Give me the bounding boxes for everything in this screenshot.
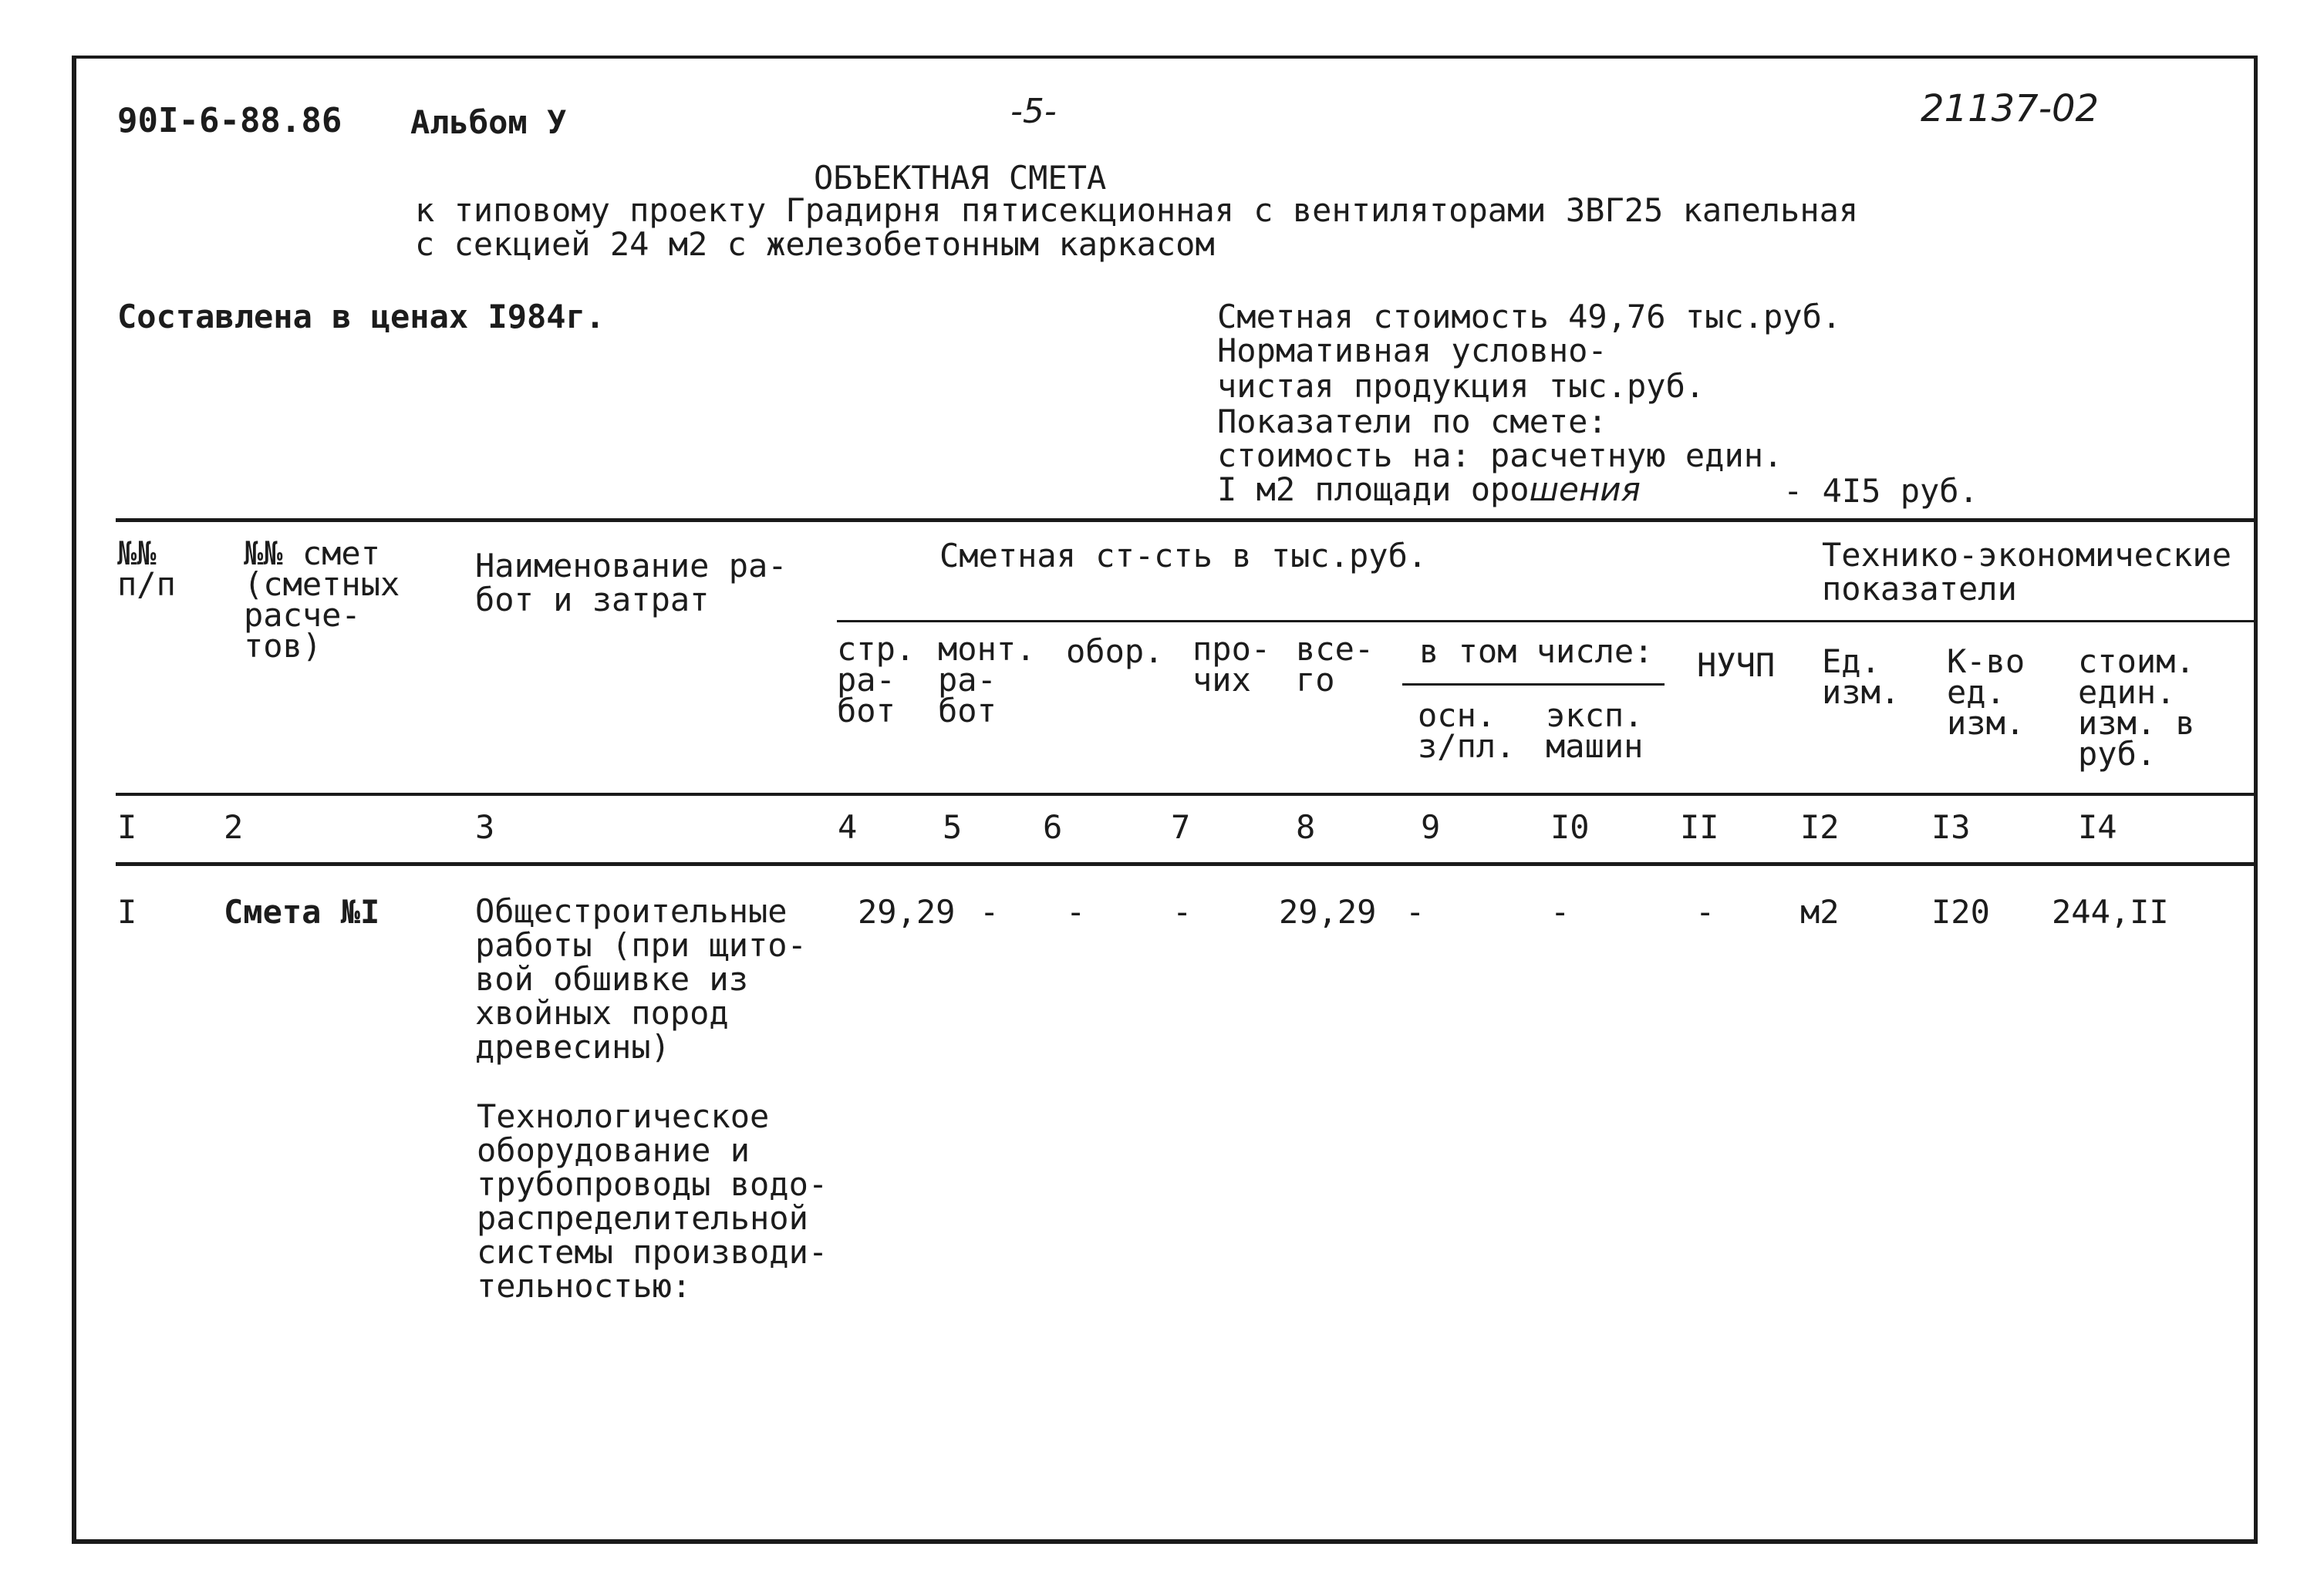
table-top-rule xyxy=(116,518,2258,522)
column-number: 9 xyxy=(1421,808,1441,846)
row-nuchp: - xyxy=(1695,893,1715,931)
row-num: I xyxy=(117,893,137,931)
summary-line-1: Сметная стоимость 49,76 тыс.руб. xyxy=(1217,298,1842,335)
continuation-text: Технологическое оборудование и трубопроводы водо- распределительной системы производи- тельностью: xyxy=(477,1097,828,1305)
row-machines: - xyxy=(1550,893,1570,931)
header-other: про- чих xyxy=(1192,630,1271,699)
title-line-1: к типовому проекту Градирня пятисекционная с вентиляторами ЗВГ25 капельная xyxy=(415,191,1859,229)
row-other: - xyxy=(1172,893,1192,931)
column-number: I3 xyxy=(1931,808,1971,846)
header-bottom-rule xyxy=(116,793,2258,796)
row-total: 29,29 xyxy=(1279,893,1377,931)
summary-area-label-hand: шения xyxy=(1529,470,1641,508)
column-number: 5 xyxy=(943,808,963,846)
row-equipment: - xyxy=(1066,893,1086,931)
column-number: I0 xyxy=(1550,808,1590,846)
page-frame xyxy=(72,56,2258,1544)
column-number: 8 xyxy=(1296,808,1316,846)
document-title: ОБЪЕКТНАЯ СМЕТА xyxy=(814,159,1107,197)
header-total: все- го xyxy=(1296,630,1374,699)
column-number: I2 xyxy=(1800,808,1840,846)
page-number: -5- xyxy=(1010,92,1057,131)
composed-prices: Составлена в ценах I984г. xyxy=(117,298,605,335)
title-line-2: с секцией 24 м2 с железобетонным каркасом xyxy=(415,225,1215,263)
row-unit-cost: 244,II xyxy=(2052,893,2169,931)
header-including: в том числе: xyxy=(1419,632,1654,670)
column-numbers-rule xyxy=(116,862,2258,866)
column-number: 2 xyxy=(224,808,244,846)
header-num: №№ п/п xyxy=(117,534,176,603)
row-estimate: Смета №I xyxy=(224,893,380,931)
summary-line-5: стоимость на: расчетную един. xyxy=(1217,436,1783,474)
column-number: 6 xyxy=(1043,808,1063,846)
doc-code: 90I-6-88.86 xyxy=(117,101,342,140)
summary-area-value: - 4I5 руб. xyxy=(1783,472,1978,510)
header-tech-group: Технико-экономические показатели xyxy=(1822,536,2232,608)
row-name: Общестроительные работы (при щито- вой обшивке из хвойных пород древесины) xyxy=(475,892,807,1066)
header-construction: стр. ра- бот xyxy=(837,630,916,730)
cost-group-rule xyxy=(837,620,2258,622)
stamp-number: 21137-02 xyxy=(1921,87,2100,130)
header-unit: Ед. изм. xyxy=(1822,642,1901,711)
header-machines: эксп. машин xyxy=(1546,696,1644,765)
header-quantity: К-во ед. изм. xyxy=(1947,642,2025,742)
header-unit-cost: стоим. един. изм. в руб. xyxy=(2078,642,2195,773)
header-wages: осн. з/пл. xyxy=(1418,696,1516,765)
summary-line-3: чистая продукция тыс.руб. xyxy=(1217,367,1705,405)
album-label: Альбом У xyxy=(410,103,567,141)
column-number: I4 xyxy=(2078,808,2117,846)
column-number: II xyxy=(1680,808,1719,846)
row-wages: - xyxy=(1405,893,1425,931)
summary-line-2: Нормативная условно- xyxy=(1217,332,1607,369)
header-estimates: №№ смет (сметных расче- тов) xyxy=(244,534,400,665)
summary-line-4: Показатели по смете: xyxy=(1217,403,1607,440)
column-number: I xyxy=(117,808,137,846)
row-assembly: - xyxy=(980,893,1000,931)
summary-area-label: I м2 площади оро xyxy=(1217,470,1530,508)
row-quantity: I20 xyxy=(1931,893,1990,931)
header-name: Наименование ра- бот и затрат xyxy=(475,547,788,618)
column-number: 4 xyxy=(838,808,858,846)
row-construction: 29,29 xyxy=(858,893,956,931)
row-unit: м2 xyxy=(1800,893,1840,931)
column-number: 3 xyxy=(475,808,495,846)
header-assembly: монт. ра- бот xyxy=(938,630,1036,730)
including-rule xyxy=(1402,683,1665,686)
header-cost-group: Сметная ст-сть в тыс.руб. xyxy=(939,537,1428,575)
summary-line-6 xyxy=(1217,472,1641,507)
header-equipment: обор. xyxy=(1066,632,1164,670)
column-number: 7 xyxy=(1171,808,1191,846)
header-nuchp: НУЧП xyxy=(1697,646,1776,684)
